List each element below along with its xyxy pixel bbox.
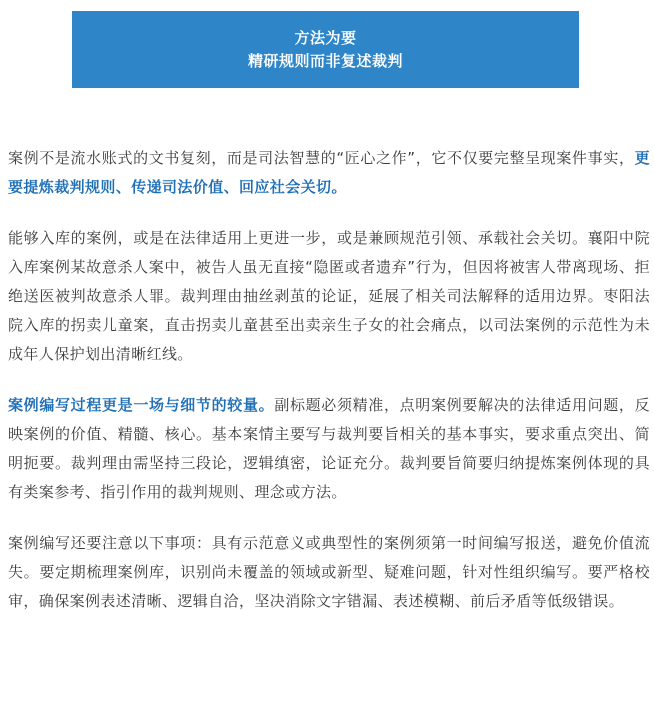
paragraph-3-highlight: 案例编写过程更是一场与细节的较量。 [8, 396, 275, 414]
paragraph-4 [8, 529, 650, 616]
section-title-banner [72, 11, 579, 88]
paragraph-3 [8, 391, 650, 507]
paragraph-1-text: 案例不是流水账式的文书复刻，而是司法智慧的“匠心之作”，它不仅要完整呈现案件事实， [8, 149, 635, 167]
paragraph-2-text: 能够入库的案例，或是在法律适用上更进一步，或是兼顾规范引领、承载社会关切。襄阳中院入库案例某故意杀人案中，被告人虽无直接“隐匿或者遗弃”行为，但因将被害人带离现场、拒绝送医被判故意杀人罪。裁判理由抽丝剥茧的论证，延展了相关司法解释的适用边界。枣阳法院入库的拐卖儿童案，直击拐卖儿童甚至出卖亲生子女的社会痛点，以司法案例的示范性为未成年人保护划出清晰红线。 [8, 229, 650, 363]
paragraph-1-highlight: 更要提炼裁判规则、传递司法价值、回应社会关切。 [8, 149, 650, 196]
paragraph-4-text: 案例编写还要注意以下事项：具有示范意义或典型性的案例须第一时间编写报送，避免价值流失。要定期梳理案例库，识别尚未覆盖的领域或新型、疑难问题，针对性组织编写。要严格校审，确保案例表述清晰、逻辑自洽，坚决消除文字错漏、表述模糊、前后矛盾等低级错误。 [8, 534, 650, 610]
paragraph-3-text: 副标题必须精准，点明案例要解决的法律适用问题，反映案例的价值、精髓、核心。基本案情主要写与裁判要旨相关的基本事实，要求重点突出、简明扼要。裁判理由需坚持三段论，逻辑缜密，论证充分。裁判要旨简要归纳提炼案例体现的具有类案参考、指引作用的裁判规则、理念或方法。 [8, 396, 650, 501]
section-title-line-1: 方法为要 [294, 28, 357, 47]
section-title-line-2: 精研规则而非复述裁判 [247, 51, 403, 70]
article-body [8, 144, 650, 638]
paragraph-1 [8, 144, 650, 202]
paragraph-2 [8, 224, 650, 369]
